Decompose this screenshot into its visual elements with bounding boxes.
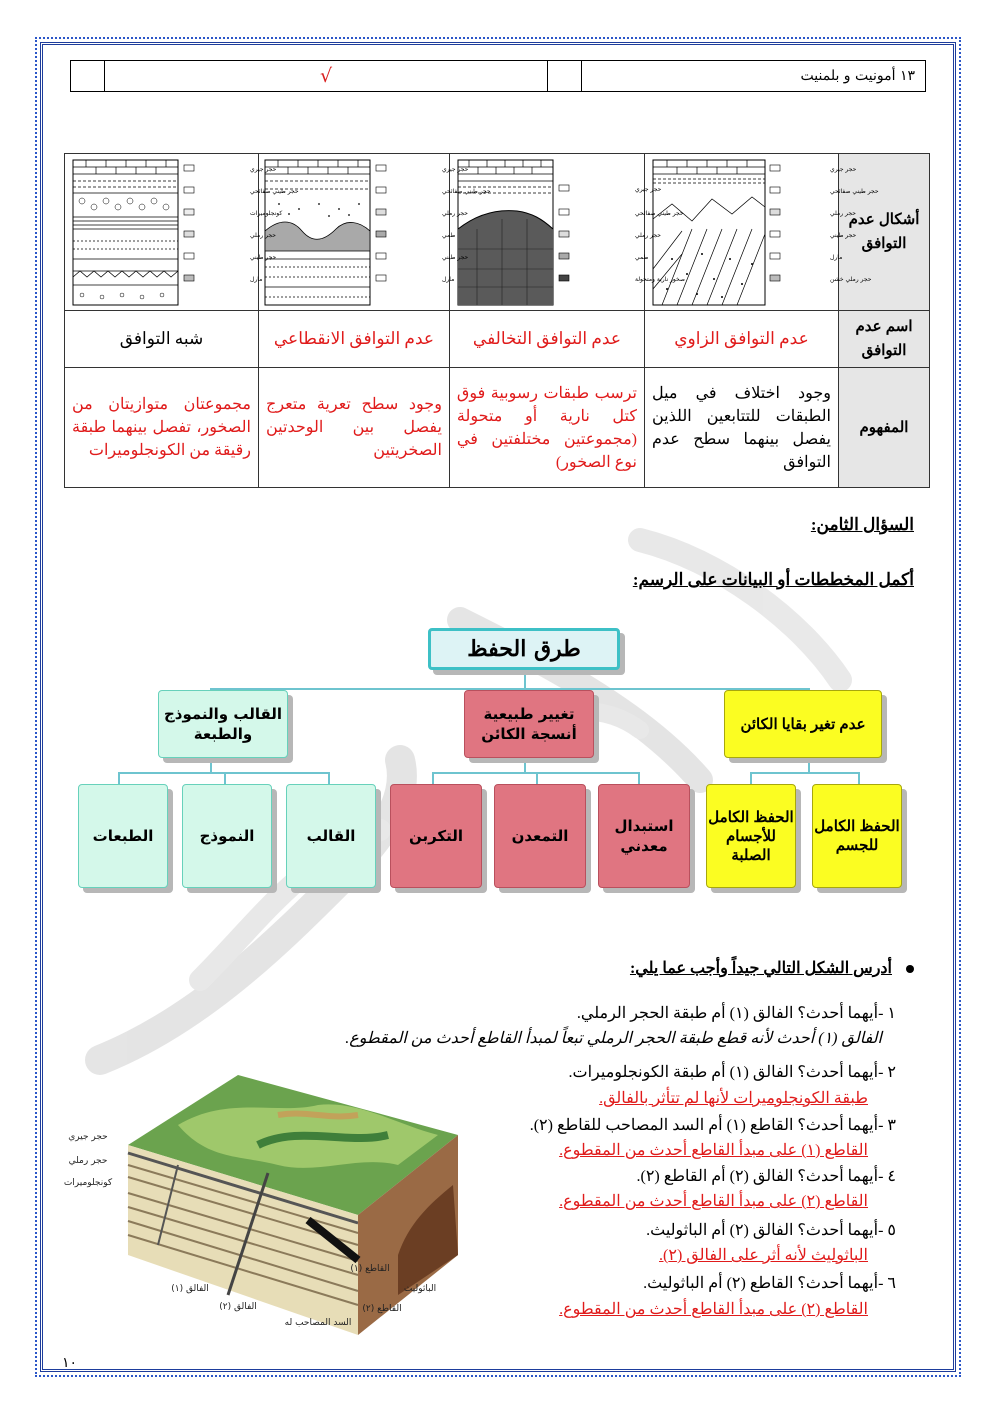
figure-paraconformity <box>65 154 299 311</box>
legend-text: حجر طيني صفائحي <box>634 209 684 217</box>
paraconformity-diagram <box>72 159 299 306</box>
study-instruction-text: أدرس الشكل التالي جيداً وأجب عما يلي: <box>629 960 892 977</box>
leaf-carbonization: التكربن <box>390 784 482 888</box>
legend-text: مارل <box>829 253 842 261</box>
answer-1: الفالق (١) أحدث لأنه قطع طبقة الحجر الرملي تبعاً لمبدأ القاطع أحدث من المقطوع. <box>345 1030 882 1047</box>
question-1: ١ -أيهما أحدث؟ الفالق (١) أم طبقة الحجر الرملي. <box>576 1005 896 1022</box>
question-2: ٢ -أيهما أحدث؟ الفالق (١) أم طبقة الكونجلوميرات. <box>568 1064 896 1081</box>
leaf-complete-hard-parts: الحفظ الكامل للأجسام الصلبة <box>706 784 796 888</box>
legend-text: حجر طيني صفائحي <box>249 187 299 195</box>
diagram-label: الفالق (٢) <box>219 1302 257 1312</box>
question-6: ٦ -أيهما أحدث؟ القاطع (٢) أم الباثوليث. <box>643 1275 896 1292</box>
diagram-label: حجر جيري <box>68 1132 108 1142</box>
diagram-label: كونجلوميرات <box>63 1178 113 1188</box>
legend-text: مارل <box>249 275 262 283</box>
figure-angular-unconformity <box>644 154 879 311</box>
study-figure-instruction <box>630 958 914 978</box>
figure-disconformity-nonconformity <box>449 154 685 311</box>
page-number: ١٠ <box>62 1356 78 1371</box>
concept-nonconformity: ترسب طبقات رسوبية فوق كتل نارية أو متحولة (مجموعتين مختلفتين في نوع الصخور) <box>449 368 644 488</box>
legend-text: حجر جيري <box>441 165 469 173</box>
answer-2: طبقة الكونجلوميرات لأنها لم تتأثر بالفالق. <box>599 1090 868 1107</box>
name-angular: عدم التوافق الزاوي <box>644 311 838 368</box>
question-8-title: السؤال الثامن: <box>810 515 914 534</box>
answer-6: القاطع (٢) على مبدأ القاطع أحدث من المقطوع. <box>559 1301 868 1318</box>
check-mark: √ <box>104 61 547 92</box>
name-disconformity: عدم التوافق الانقطاعي <box>259 311 450 368</box>
geologic-block-diagram <box>58 1055 463 1335</box>
legend-text: طمي <box>634 253 649 261</box>
answer-3: القاطع (١) على مبدأ القاطع أحدث من المقطوع. <box>559 1142 868 1159</box>
legend-text: حجر رملي <box>634 231 661 239</box>
leaf-mineralization: التمعدن <box>494 784 586 888</box>
answer-5: الباثوليث لأنه أثر على الفالق (٢). <box>659 1247 868 1264</box>
question-4: ٤ -أيهما أحدث؟ الفالق (٢) أم القاطع (٢). <box>636 1168 896 1185</box>
group-unchanged-remains: عدم تغير بقايا الكائن <box>724 690 882 758</box>
unconformity-table <box>64 153 930 488</box>
legend-text: حجر جيري <box>829 165 856 173</box>
disconformity-diagram <box>264 159 491 306</box>
name-paraconformity: شبه التوافق <box>65 311 259 368</box>
legend-text: طمي <box>441 231 456 239</box>
leaf-complete-body: الحفظ الكامل للجسم <box>812 784 902 888</box>
concept-paraconformity: مجموعتان متوازيتان من الصخور، تفصل بينهما طبقة رقيقة من الكونجلوميرات <box>65 368 259 488</box>
legend-text: حجر طيني صفائحي <box>829 187 879 195</box>
legend-text: حجر طيني <box>829 231 856 239</box>
question-3: ٣ -أيهما أحدث؟ القاطع (١) أم السد المصاحب للقاطع (٢). <box>529 1117 896 1134</box>
legend-text: حجر رملي <box>441 209 468 217</box>
legend-text: حجر رملي خشن <box>829 275 871 283</box>
diagram-label: الفالق (١) <box>171 1284 209 1294</box>
concept-angular: وجود اختلاف في ميل الطبقات للتتابعين اللذين يفصل بينهما سطح عدم التوافق <box>644 368 838 488</box>
angular-unconformity-diagram <box>652 159 879 306</box>
legend-text: كونجلوميرات <box>249 209 282 217</box>
legend-text: حجر طيني <box>249 253 276 261</box>
legend-text: حجر طيني <box>441 253 469 261</box>
diagram-label: القاطع (٢) <box>362 1304 402 1314</box>
top-row-label: ١٣ أمونيت و بلمنيت <box>582 61 926 92</box>
chart-root-preservation-methods: طرق الحفظ <box>428 628 620 670</box>
group-tissue-change: تغيير طبيعية أنسجة الكائن <box>464 690 594 758</box>
question-8-instruction: أكمل المخططات أو البيانات على الرسم: <box>632 570 914 589</box>
top-row-empty-cell <box>71 61 105 92</box>
legend-text: حجر طيني صفائحي <box>441 187 491 195</box>
row-header-name: اسم عدم التوافق <box>839 311 930 368</box>
leaf-imprints: الطبعات <box>78 784 168 888</box>
concept-disconformity: وجود سطح تعرية متعرج يفصل بين الوحدتين الصخريتين <box>259 368 450 488</box>
header-row-table <box>70 60 926 92</box>
leaf-mold: القالب <box>286 784 376 888</box>
legend-text: حجر جيري <box>249 165 276 173</box>
row-header-concept: المفهوم <box>839 368 930 488</box>
legend-text: حجر جيري <box>634 185 662 193</box>
diagram-label: الباثوليث <box>403 1284 437 1294</box>
legend-text: مارل <box>441 275 455 283</box>
answer-4: القاطع (٢) على مبدأ القاطع أحدث من المقطوع. <box>559 1193 868 1210</box>
diagram-label: حجر رملي <box>68 1156 108 1166</box>
name-nonconformity: عدم التوافق التخالفي <box>449 311 644 368</box>
nonconformity-diagram <box>457 159 685 306</box>
leaf-mineral-replacement: استبدال معدني <box>598 784 690 888</box>
diagram-label: القاطع (١) <box>350 1264 390 1274</box>
question-5: ٥ -أيهما أحدث؟ الفالق (٢) أم الباثوليث. <box>646 1222 896 1239</box>
leaf-cast: النموذج <box>182 784 272 888</box>
legend-text: حجر رملي <box>249 231 276 239</box>
top-row-empty-cell <box>548 61 582 92</box>
legend-text: حجر رملي <box>829 209 856 217</box>
bullet-icon <box>906 965 914 973</box>
legend-text: صخور نارية ومتحولة <box>634 275 685 283</box>
figure-disconformity <box>259 154 491 311</box>
row-header-forms: أشكال عدم التوافق <box>839 154 930 311</box>
group-mold-cast-imprint: القالب والنموذج والطبعة <box>158 690 288 758</box>
diagram-label: السد المصاحب له <box>284 1318 352 1328</box>
